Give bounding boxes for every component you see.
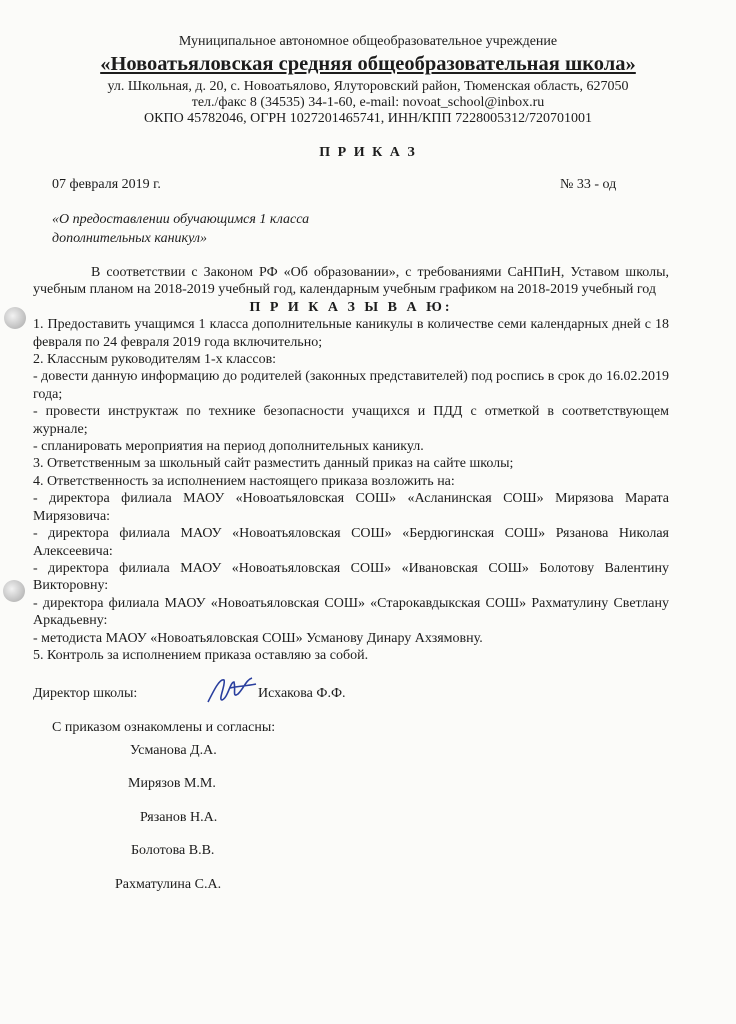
signature-name: Исхакова Ф.Ф. bbox=[258, 686, 346, 701]
order-item: 3. Ответственным за школьный сайт разместить данный приказ на сайте школы; bbox=[33, 456, 514, 472]
punch-hole bbox=[4, 307, 26, 329]
preamble: В соответствии с Законом РФ «Об образовании», с требованиями СаНПиН, Уставом школы, учебным планом на 2018-2019 учебный год, календарным учебным графиком на 2018-2019 учебный год bbox=[33, 265, 669, 298]
order-item: - методиста МАОУ «Новоатьяловская СОШ» Усманову Динару Ахзямовну. bbox=[33, 630, 483, 646]
order-number: № 33 - од bbox=[560, 177, 617, 192]
order-heading: П Р И К А З Ы В А Ю: bbox=[249, 299, 453, 315]
org-codes: ОКПО 45782046, ОГРН 1027201465741, ИНН/КПП 7228005312/720701001 bbox=[144, 111, 592, 126]
org-name: «Новоатьяловская средняя общеобразовательная школа» bbox=[100, 53, 636, 75]
order-item: - директора филиала МАОУ «Новоатьяловская СОШ» «Старокавдыкская СОШ» Рахматулину Светлану Аркадьевну: bbox=[33, 595, 669, 629]
order-date: 07 февраля 2019 г. bbox=[52, 177, 161, 192]
signature-role: Директор школы: bbox=[33, 686, 138, 701]
order-item: - спланировать мероприятия на период дополнительных каникул. bbox=[33, 439, 424, 455]
acknowledged-label: С приказом ознакомлены и согласны: bbox=[52, 720, 276, 735]
order-item: 4. Ответственность за исполнением настоящего приказа возложить на: bbox=[33, 473, 455, 489]
org-address: ул. Школьная, д. 20, с. Новоатьялово, Ялуторовский район, Тюменская область, 627050 bbox=[107, 79, 629, 94]
order-item: - директора филиала МАОУ «Новоатьяловская СОШ» «Бердюгинская СОШ» Рязанова Николая Алексеевича: bbox=[33, 526, 669, 559]
order-item: 2. Классным руководителям 1-х классов: bbox=[33, 352, 277, 368]
punch-hole bbox=[3, 580, 25, 602]
acknowledged-name: Рахматулина С.А. bbox=[115, 877, 222, 892]
email-link[interactable]: novoat_school@inbox.ru bbox=[402, 95, 545, 110]
order-item: - директора филиала МАОУ «Новоатьяловская СОШ» «Ивановская СОШ» Болотову Валентину Викторовну: bbox=[33, 560, 669, 594]
doc-type: П Р И К А З bbox=[319, 145, 417, 160]
order-item: - директора филиала МАОУ «Новоатьяловская СОШ» «Асланинская СОШ» Мирязова Марата Мирязовича: bbox=[33, 491, 669, 524]
acknowledged-name: Мирязов М.М. bbox=[128, 776, 216, 791]
org-contacts bbox=[0, 95, 736, 111]
signature-scribble bbox=[200, 672, 260, 708]
order-subject bbox=[52, 210, 309, 248]
order-item: - провести инструктаж по технике безопасности учащихся и ПДД с отметкой в соответствующем журнале; bbox=[33, 404, 669, 437]
order-body bbox=[33, 264, 669, 664]
acknowledged-name: Рязанов Н.А. bbox=[140, 810, 218, 825]
phone: тел./факс 8 (34535) 34-1-60, e-mail: bbox=[191, 95, 403, 110]
order-item: 5. Контроль за исполнением приказа оставляю за собой. bbox=[33, 647, 369, 663]
acknowledged-name: Болотова В.В. bbox=[131, 843, 215, 858]
acknowledged-name: Усманова Д.А. bbox=[130, 743, 217, 758]
org-type: Муниципальное автономное общеобразовательное учреждение bbox=[178, 34, 558, 49]
subject-line: «О предоставлении обучающимся 1 класса bbox=[52, 212, 310, 227]
order-item: 1. Предоставить учащимся 1 класса дополнительные каникулы в количестве семи календарных дней с 18 февраля по 24 февраля 2019 года включительно; bbox=[33, 317, 669, 350]
order-item: - довести данную информацию до родителей (законных представителей) под роспись в срок до 16.02.2019 года; bbox=[33, 369, 669, 402]
subject-line: дополнительных каникул» bbox=[52, 231, 208, 246]
